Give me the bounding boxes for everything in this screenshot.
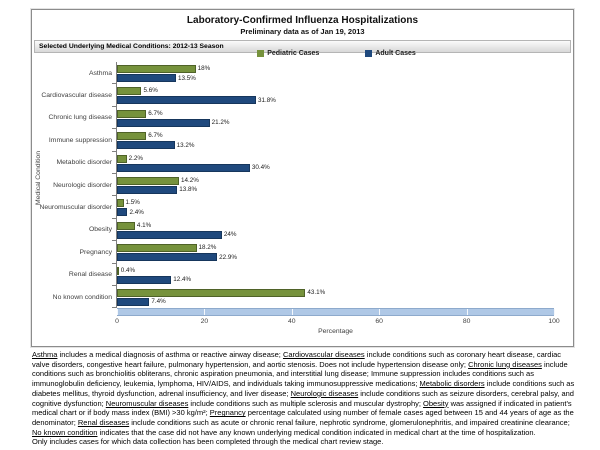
footnote-line2: Only includes cases for which data collection has been completed through the medical chart review stage. [32,437,384,447]
chart-legend [118,50,555,57]
bar-value-label: 6.7% [148,132,163,140]
category-label: Renal disease [68,271,112,279]
footnote-term: Renal diseases [77,417,130,427]
bar-value-label: 4.1% [136,221,152,229]
influenza-chart-panel [31,9,574,347]
pediatric-bar [117,110,146,118]
plot-rows [32,62,573,308]
chart-row [32,286,573,308]
axis-tick-mark [117,309,118,315]
bar-value-label: 43.1% [307,288,326,296]
bar-value-label: 13.5% [177,74,196,82]
bar-group [116,241,573,263]
bar-value-label: 0.4% [120,266,136,274]
footnote-text: includes a medical diagnosis of asthma or reactive airway disease; [57,350,283,359]
bar-group [116,219,573,241]
footnote-text: include conditions such as seizure disorders, cerebral palsy, and cognitive dysfunction; [32,388,574,408]
bar-group [116,84,573,106]
category-label: Asthma [88,69,112,77]
category-label: No known condition [52,293,112,301]
footnote-term: Metabolic disorders [419,379,485,389]
adult-bar [117,96,256,104]
footnote-paragraph [32,350,575,437]
axis-tick-mark [204,309,205,315]
chart-row [32,152,573,174]
bar-value-label: 14.2% [181,176,199,184]
bar-value-label: 1.5% [125,199,140,207]
footnote-text: include conditions such as bronchiolitis obliterans, chronic aspiration pneumonia, and interstitial lung disease; Immune suppression includes conditions such as immunoglobulin deficiency, leukemia, lymphoma, HIV/AIDS, and individuals taking immunosuppressive medications; [32,359,568,389]
category-label: Obesity [88,226,112,234]
chart-row [32,62,573,84]
bar-value-label: 24% [223,231,237,239]
bar-group [116,174,573,196]
category-label: Cardiovascular disease [41,92,112,100]
footnote-term: Cardiovascular diseases [282,350,365,359]
panel-header-bar: Selected Underlying Medical Conditions: 2012-13 Season [34,40,571,53]
pediatric-bar [117,155,127,163]
footnotes [32,350,575,447]
legend-label-pediatric: Pediatric Cases [267,50,320,57]
footnote-text: was assigned if indicated in patient's medical chart or if body mass index (BMI) >30 kg/m²; [32,398,572,418]
x-tick-label: 60 [375,318,383,326]
adult-bar [117,164,250,172]
pediatric-bar [117,267,119,275]
category-label: Neuromuscular disorder [39,204,112,212]
chart-subtitle: Preliminary data as of Jan 19, 2013 [240,27,365,36]
x-axis-ticks [115,316,560,326]
bar-value-label: 13.8% [179,186,198,194]
bar-value-label: 7.4% [151,298,166,306]
category-label: Immune suppression [48,136,112,144]
pediatric-bar [117,244,197,252]
bar-group [116,107,573,129]
footnote-text: include conditions such as acute or chronic renal failure, nephrotic syndrome, glomerulonephritis, and impaired creatinine clearance; [129,417,570,427]
chart-row [32,174,573,196]
footnote-term: Asthma [32,350,58,359]
x-axis-title: Percentage [318,328,353,336]
bar-group [116,129,573,151]
bar-value-label: 18% [197,65,211,72]
chart-row [32,129,573,151]
x-axis-strip [117,308,554,316]
category-label: Neurologic disorder [53,181,112,189]
x-tick-label: 40 [288,318,296,326]
bar-group [116,286,573,308]
category-label: Pregnancy [79,248,112,256]
category-label: Chronic lung disease [48,114,112,122]
chart-row [32,264,573,286]
adult-bar [117,253,217,261]
bar-value-label: 30.4% [251,164,270,172]
bar-value-label: 18.2% [198,244,217,252]
pediatric-bar [117,65,196,73]
footnote-text: indicates that the case did not have any known underlying medical condition indicated in medical chart at the time of hospitalization. [97,427,536,437]
bar-value-label: 12.4% [173,276,192,284]
bar-value-label: 13.2% [176,141,195,149]
footnote-text: include conditions such as coronary heart disease, cardiac valve disorders, congestive heart failure, pulmonary hypertension, and aortic stenosis. Does not include hypertension disease only; [32,350,562,369]
bar-value-label: 2.4% [129,208,144,216]
adult-bar [117,208,127,216]
footnote-term: Pregnancy [209,408,246,418]
bar-group [116,196,573,218]
bar-group [116,264,573,286]
bar-value-label: 21.2% [211,119,230,127]
bar-value-label: 6.7% [148,109,163,117]
legend-item-adult [365,50,415,57]
chart-title: Laboratory-Confirmed Influenza Hospitalizations [186,15,419,26]
footnote-term: Neurologic diseases [290,388,359,398]
legend-item-pediatric [257,50,319,57]
adult-bar [117,141,175,149]
chart-row [32,219,573,241]
axis-tick-mark [292,309,293,315]
bar-group [116,62,573,84]
y-axis-title: Medical Condition [35,151,42,206]
pediatric-bar [117,289,305,297]
adult-swatch-icon [365,50,372,57]
footnote-text: percentage calculated using number of female cases aged between 15 and 44 years of age as the denominator; [32,408,574,427]
x-tick-label: 80 [462,318,471,326]
category-label: Metabolic disorder [56,159,112,167]
adult-bar [117,119,210,127]
axis-tick-mark [379,309,380,315]
chart-row [32,241,573,263]
footnote-term: Obesity [423,398,449,408]
adult-bar [117,186,177,194]
legend-label-adult: Adult Cases [375,50,416,57]
x-tick-label: 20 [200,318,209,326]
pediatric-bar [117,87,141,95]
pediatric-bar [117,222,135,230]
adult-bar [117,298,149,306]
footnote-term: Neuromuscular diseases [105,398,189,408]
axis-tick-mark [554,309,555,315]
x-tick-label: 100 [548,318,560,326]
bar-value-label: 31.8% [257,96,276,104]
adult-bar [117,231,222,239]
chart-row [32,84,573,106]
bar-value-label: 5.6% [143,87,158,95]
pediatric-bar [117,177,179,185]
adult-bar [117,276,171,284]
adult-bar [117,74,176,82]
footnote-term: Chronic lung diseases [468,359,542,369]
footnote-term: No known condition [32,427,98,437]
chart-row [32,196,573,218]
bar-value-label: 2.2% [128,154,143,162]
pediatric-swatch-icon [257,50,264,57]
bar-value-label: 22.9% [219,253,237,261]
footnote-text: include conditions such as multiple sclerosis and muscular dystrophy; [188,398,424,408]
chart-row [32,107,573,129]
x-tick-label: 0 [115,318,119,326]
bar-group [116,152,573,174]
axis-tick-mark [467,309,468,315]
pediatric-bar [117,132,146,140]
footnote-text: include conditions such as diabetes mellitus, thyroid dysfunction, adrenal insufficiency, and liver disease; [32,379,575,398]
pediatric-bar [117,199,124,207]
